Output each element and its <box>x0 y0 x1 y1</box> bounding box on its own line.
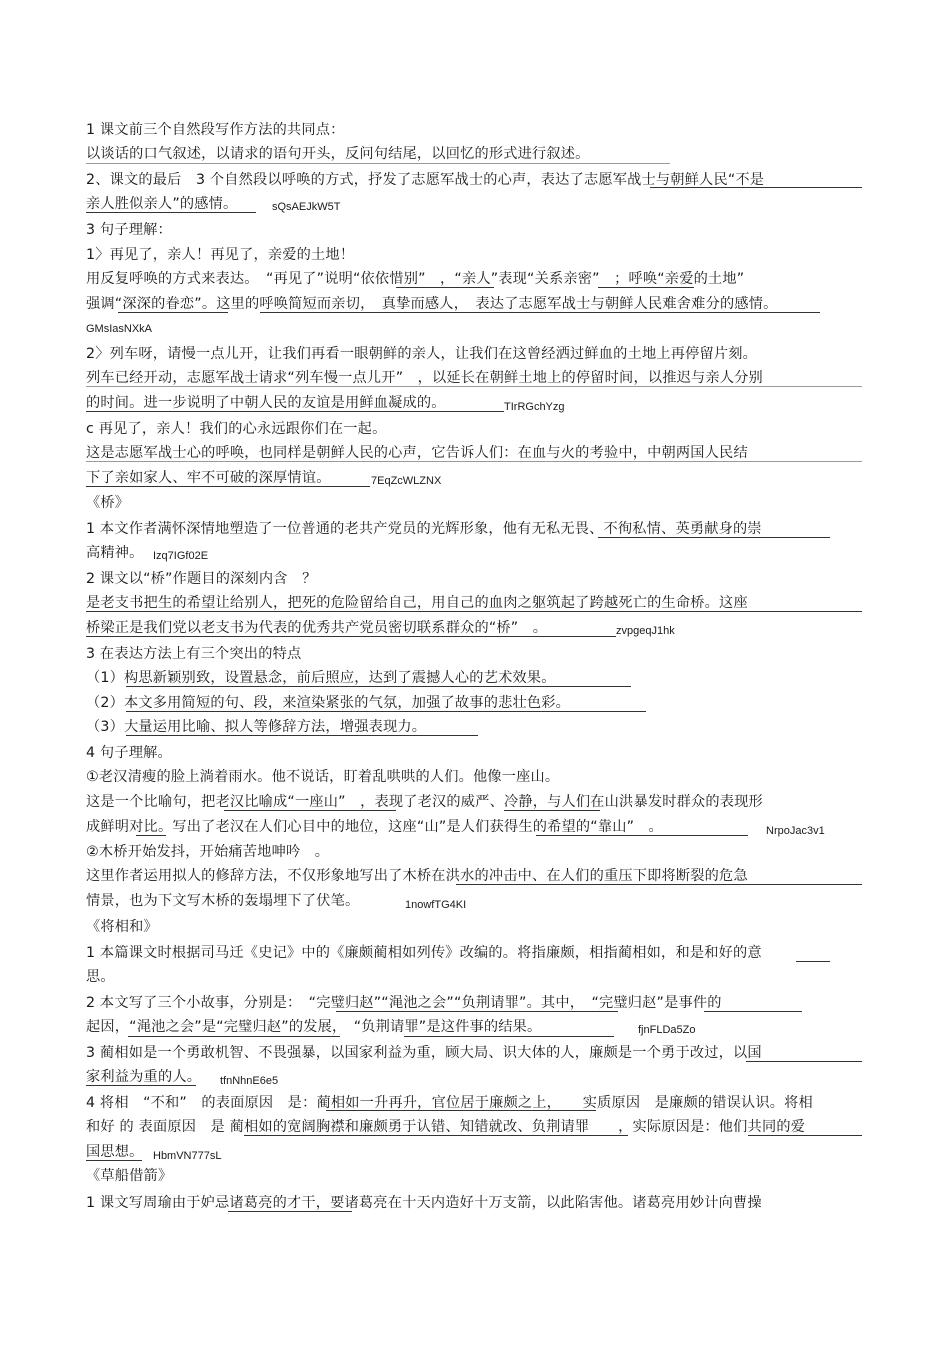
answer-underline <box>598 537 830 538</box>
answer-underline <box>260 312 820 313</box>
answer-underline <box>118 312 228 313</box>
text-line: （1）构思新颖别致，设置悬念，前后照应，达到了震撼人心的艺术效果。 <box>86 670 556 686</box>
text-line: 的时间。进一步说明了中朝人民的友谊是用鲜血凝成的。 <box>86 395 446 411</box>
text-line: 是老支书把生的希望让给别人，把死的危险留给自己，用自己的血肉之躯筑起了跨越死亡的生命桥。这座 <box>86 595 748 611</box>
text-line: 以谈话的口气叙述，以请求的语句开头，反问句结尾，以回忆的形式进行叙述。 <box>86 146 590 162</box>
tracking-code: HbmVN777sL <box>153 1150 222 1162</box>
text-line: 2、课文的最后 3 个自然段以呼唤的方式，抒发了志愿军战士的心声，表达了志愿军战士与朝鲜人民“不是 <box>86 172 765 188</box>
answer-underline <box>126 735 478 736</box>
answer-underline <box>598 287 694 288</box>
text-line: 1 课文写周瑜由于妒忌诸葛亮的才干，要诸葛亮在十天内造好十万支箭，以此陷害他。诸葛亮用妙计向曹操 <box>86 1195 762 1211</box>
tracking-code: zvpgeqJ1hk <box>616 625 675 637</box>
text-line: 3 句子理解： <box>86 222 172 238</box>
answer-underline <box>86 611 862 612</box>
text-line: 1〉再见了，亲人！再见了，亲爱的土地！ <box>86 247 355 263</box>
text-line: 情景，也为下文写木桥的轰塌埋下了伏笔。 <box>86 893 360 909</box>
text-line: 这里作者运用拟人的修辞方法，不仅形象地写出了木桥在洪水的冲击中、在人们的重压下即将断裂的危急 <box>86 868 748 884</box>
text-line: 4 句子理解。 <box>86 745 172 761</box>
tracking-code: fjnFLDa5Zo <box>638 1024 696 1036</box>
answer-underline <box>536 835 748 836</box>
answer-underline <box>224 810 396 811</box>
answer-underline <box>86 486 370 487</box>
answer-underline <box>126 711 646 712</box>
answer-underline <box>86 163 670 164</box>
answer-underline <box>796 961 830 962</box>
text-line: 3 在表达方法上有三个突出的特点 <box>86 646 302 662</box>
answer-underline <box>326 1110 596 1111</box>
tracking-code: 1nowfTG4KI <box>405 899 467 911</box>
answer-underline <box>748 1135 862 1136</box>
text-line: 1 本篇课文时根据司马迁《史记》中的《廉颇蔺相如列传》改编的。将指廉颇，相指蔺相如，和是和好的意 <box>86 945 762 961</box>
answer-underline <box>86 386 862 387</box>
answer-underline <box>86 636 616 637</box>
answer-underline <box>404 1036 614 1037</box>
answer-underline <box>650 187 862 188</box>
answer-underline <box>86 411 504 412</box>
answer-underline <box>86 461 862 462</box>
text-line: 这是一个比喻句，把老汉比喻成“一座山” ，表现了老汉的威严、冷静，与人们在山洪暴发时群众的表现形 <box>86 794 763 810</box>
text-line: ②木桥开始发抖，开始痛苦地呻吟 。 <box>86 844 330 860</box>
text-line: 家利益为重的人。 <box>86 1069 202 1085</box>
text-line: 下了亲如家人、牢不可破的深厚情谊。 <box>86 470 331 486</box>
text-line: 2 本文写了三个小故事，分别是： “完璧归赵”“渑池之会”“负荆请罪”。其中， “完璧归赵”是事件的 <box>86 995 722 1011</box>
text-line: 桥梁正是我们党以老支书为代表的优秀共产党员密切联系群众的“桥” 。 <box>86 620 548 636</box>
answer-underline <box>136 835 166 836</box>
text-line: 强调“深深的眷恋”。这里的呼唤简短而亲切， 真挚而感人， 表达了志愿军战士与朝鲜人民难舍难分的感情。 <box>86 296 778 312</box>
text-line: （2）本文多用简短的句、段，来渲染紧张的气氛，加强了故事的悲壮色彩。 <box>86 695 571 711</box>
text-line: 用反复呼唤的方式来表达。 “再见了”说明“依依惜别” ，“亲人”表现“关系亲密” ；呼唤“亲爱的土地” <box>86 271 745 287</box>
text-line: 和好 的 表面原因 是 蔺相如的宽阔胸襟和廉颇勇于认错、知错就改、负荆请罪 ，实际原因是：他们共同的爱 <box>86 1119 806 1135</box>
tracking-code: GMsIasNXkA <box>86 323 153 335</box>
tracking-code: tfnNhnE6e5 <box>220 1075 279 1087</box>
tracking-code: 7EqZcWLZNX <box>371 475 442 487</box>
tracking-code: sQsAEJkW5T <box>272 201 341 213</box>
tracking-code: TIrRGchYzg <box>504 401 565 413</box>
text-line: （3）大量运用比喻、拟人等修辞方法，增强表现力。 <box>86 719 427 735</box>
answer-underline <box>504 810 600 811</box>
text-line: 4 将相 “不和” 的表面原因 是：蔺相如一升再升，官位居于廉颇之上， 实质原因 是廉颇的错误认识。将相 <box>86 1095 813 1111</box>
answer-underline <box>336 1011 618 1012</box>
answer-underline <box>704 1011 802 1012</box>
text-line: 成鲜明对比。写出了老汉在人们心目中的地位，这座“山”是人们获得生的希望的“靠山” 。 <box>86 819 663 835</box>
tracking-code: NrpoJac3v1 <box>766 825 825 837</box>
answer-underline <box>86 1085 196 1086</box>
answer-underline <box>746 1061 862 1062</box>
text-line: ①老汉清瘦的脸上淌着雨水。他不说话，盯着乱哄哄的人们。他像一座山。 <box>86 769 560 785</box>
tracking-code: Izq7IGf02E <box>153 550 209 562</box>
text-line: 思。 <box>86 969 115 985</box>
section-title: 《将相和》 <box>86 919 158 935</box>
text-line: 高精神。 <box>86 545 144 561</box>
text-line: 1 本文作者满怀深情地塑造了一位普通的老共产党员的光辉形象，他有无私无畏、不徇私情、英勇献身的崇 <box>86 521 762 537</box>
section-title: 《草船借箭》 <box>86 1168 173 1184</box>
answer-underline <box>86 212 256 213</box>
text-line: 1 课文前三个自然段写作方法的共同点： <box>86 122 345 138</box>
text-line: 2 课文以“桥”作题目的深刻内含 ？ <box>86 571 317 587</box>
text-line: 亲人胜似亲人”的感情。 <box>86 196 238 212</box>
answer-underline <box>126 686 631 687</box>
answer-underline <box>396 287 494 288</box>
section-title: 《桥》 <box>86 495 130 511</box>
text-line: 3 蔺相如是一个勇敢机智、不畏强暴，以国家利益为重，顾大局、识大体的人，廉颇是一个勇于改过，以国 <box>86 1045 762 1061</box>
text-line: 国思想。 <box>86 1144 144 1160</box>
text-line: 2〉列车呀，请慢一点儿开，让我们再看一眼朝鲜的亲人，让我们在这曾经洒过鲜血的土地上再停留片刻。 <box>86 346 758 362</box>
text-line: 这是志愿军战士心的呼唤，也同样是朝鲜人民的心声，它告诉人们：在血与火的考验中，中朝两国人民结 <box>86 445 748 461</box>
answer-underline <box>244 1135 628 1136</box>
answer-underline <box>86 1160 142 1161</box>
text-line: 列车已经开动，志愿军战士请求“列车慢一点儿开” ，以延长在朝鲜土地上的停留时间，以推迟与亲人分别 <box>86 370 763 386</box>
text-line: c 再见了，亲人！我们的心永远跟你们在一起。 <box>86 421 387 437</box>
text-line: 起因，“渑池之会”是“完璧归赵”的发展， “负荆请罪”是这件事的结果。 <box>86 1019 542 1035</box>
answer-underline <box>128 1036 340 1037</box>
answer-underline <box>228 1211 352 1212</box>
answer-underline <box>456 884 862 885</box>
